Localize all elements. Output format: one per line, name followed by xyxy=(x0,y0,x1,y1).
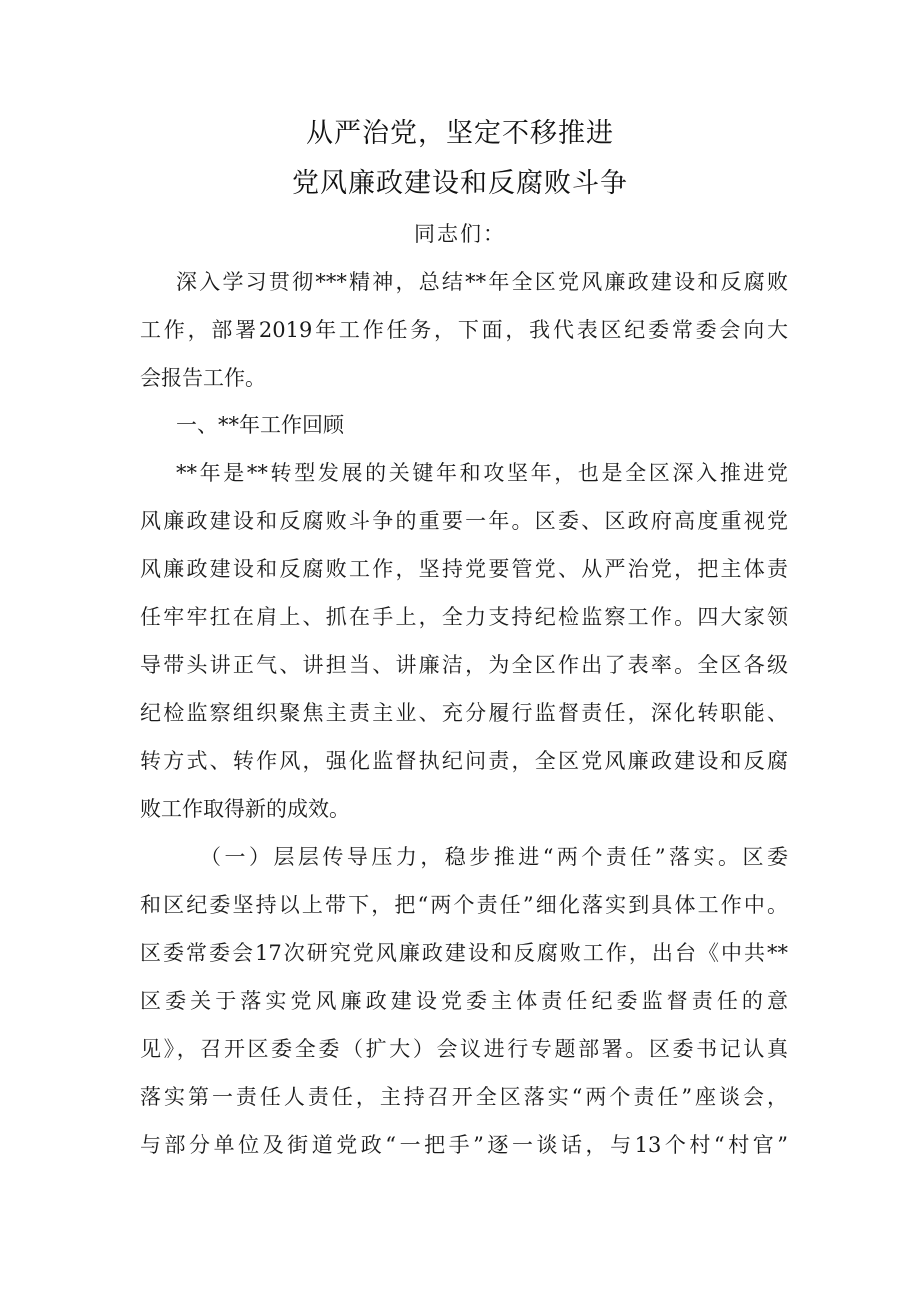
paragraph-1-line-1: 深入学习贯彻***精神，总结**年全区党风廉政建设和反腐败 xyxy=(176,270,788,294)
paragraph-2-line-1: **年是**转型发展的关键年和攻坚年，也是全区深入推进党 xyxy=(176,461,788,485)
paragraph-3-line-1: （一）层层传导压力，稳步推进“两个责任”落实。区委 xyxy=(200,845,788,869)
paragraph-1-line-3: 会报告工作。 xyxy=(140,366,266,390)
paragraph-3-line-6: 落实第一责任人责任，主持召开全区落实“两个责任”座谈会， xyxy=(140,1085,788,1109)
paragraph-3-line-5: 见》，召开区委全委（扩大）会议进行专题部署。区委书记认真 xyxy=(140,1037,788,1061)
paragraph-3-line-2: 和区纪委坚持以上带下，把“两个责任”细化落实到具体工作中。 xyxy=(140,893,788,917)
document-title-line-2: 党风廉政建设和反腐败斗争 xyxy=(292,168,628,199)
paragraph-2-line-5: 导带头讲正气、讲担当、讲廉洁，为全区作出了表率。全区各级 xyxy=(140,653,788,677)
section-heading-1: 一、**年工作回顾 xyxy=(176,413,344,437)
paragraph-3-line-4: 区委关于落实党风廉政建设党委主体责任纪委监督责任的意 xyxy=(140,989,788,1013)
paragraph-3-line-3: 区委常委会17次研究党风廉政建设和反腐败工作，出台《中共** xyxy=(140,941,788,965)
salutation: 同志们： xyxy=(414,222,506,246)
paragraph-3-line-7: 与部分单位及街道党政“一把手”逐一谈话，与13个村“村官” xyxy=(140,1133,788,1157)
paragraph-2-line-8: 败工作取得新的成效。 xyxy=(140,797,350,821)
paragraph-1-line-2: 工作，部署2019年工作任务，下面，我代表区纪委常委会向大 xyxy=(140,318,788,342)
paragraph-2-line-2: 风廉政建设和反腐败斗争的重要一年。区委、区政府高度重视党 xyxy=(140,509,788,533)
paragraph-2-line-6: 纪检监察组织聚焦主责主业、充分履行监督责任，深化转职能、 xyxy=(140,701,788,725)
paragraph-2-line-3: 风廉政建设和反腐败工作，坚持党要管党、从严治党，把主体责 xyxy=(140,557,788,581)
document-title-line-1: 从严治党，坚定不移推进 xyxy=(306,118,614,149)
paragraph-2-line-4: 任牢牢扛在肩上、抓在手上，全力支持纪检监察工作。四大家领 xyxy=(140,605,788,629)
paragraph-2-line-7: 转方式、转作风，强化监督执纪问责，全区党风廉政建设和反腐 xyxy=(140,749,788,773)
